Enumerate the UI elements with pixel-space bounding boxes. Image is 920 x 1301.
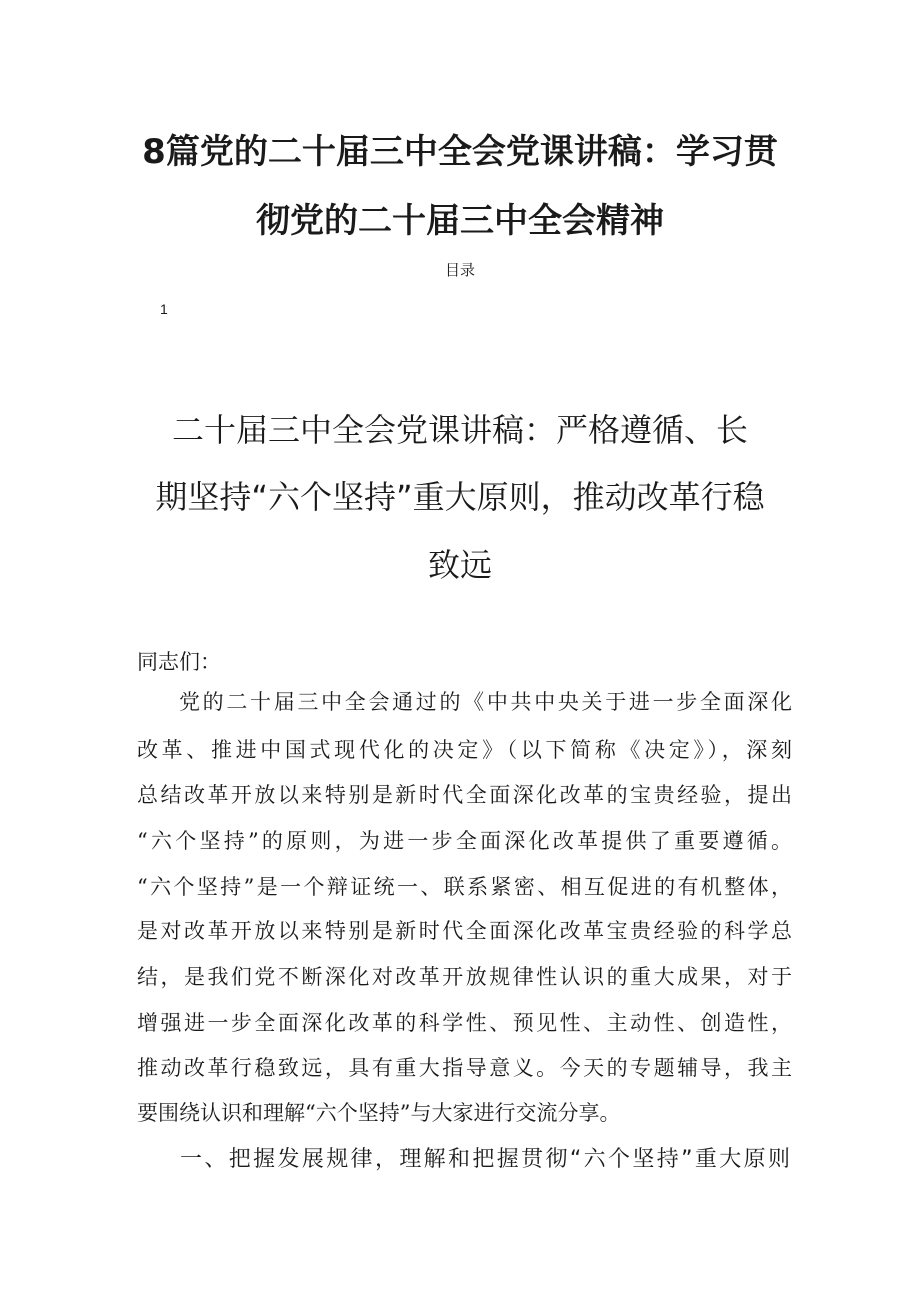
document-title-line-1: 8篇党的二十届三中全会党课讲稿：学习贯 bbox=[142, 132, 778, 172]
paragraph-line: 总结改革开放以来特别是新时代全面深化改革的宝贵经验，提出 bbox=[137, 783, 792, 807]
paragraph-line: 推动改革行稳致远，具有重大指导意义。今天的专题辅导，我主 bbox=[137, 1056, 792, 1080]
article-title-line-1: 二十届三中全会党课讲稿：严格遵循、长 bbox=[171, 411, 748, 449]
article-title-line-3: 致远 bbox=[427, 546, 492, 584]
paragraph-line: 改革、推进中国式现代化的决定》（以下简称《决定》），深刻 bbox=[137, 738, 792, 762]
section-heading: 一、把握发展规律，理解和把握贯彻“六个坚持”重大原则 bbox=[180, 1147, 790, 1172]
paragraph-line: “六个坚持”的原则，为进一步全面深化改革提供了重要遵循。 bbox=[137, 829, 792, 853]
paragraph-line: 结，是我们党不断深化对改革开放规律性认识的重大成果，对于 bbox=[137, 965, 792, 989]
document-title-line-2: 彻党的二十届三中全会精神 bbox=[256, 201, 664, 241]
paragraph-line: 增强进一步全面深化改革的科学性、预见性、主动性、创造性， bbox=[137, 1011, 792, 1035]
table-of-contents-label: 目录 bbox=[444, 261, 475, 279]
paragraph-line: 要围绕认识和理解“六个坚持”与大家进行交流分享。 bbox=[137, 1101, 621, 1125]
paragraph-line: “六个坚持”是一个辩证统一、联系紧密、相互促进的有机整体， bbox=[137, 875, 792, 899]
paragraph-line: 是对改革开放以来特别是新时代全面深化改革宝贵经验的科学总 bbox=[137, 919, 792, 943]
article-title-line-2: 期坚持“六个坚持”重大原则，推动改革行稳 bbox=[155, 478, 765, 516]
toc-entry-number: 1 bbox=[160, 301, 168, 317]
paragraph-line: 党的二十届三中全会通过的《中共中央关于进一步全面深化 bbox=[179, 690, 792, 714]
salutation: 同志们： bbox=[137, 650, 221, 674]
